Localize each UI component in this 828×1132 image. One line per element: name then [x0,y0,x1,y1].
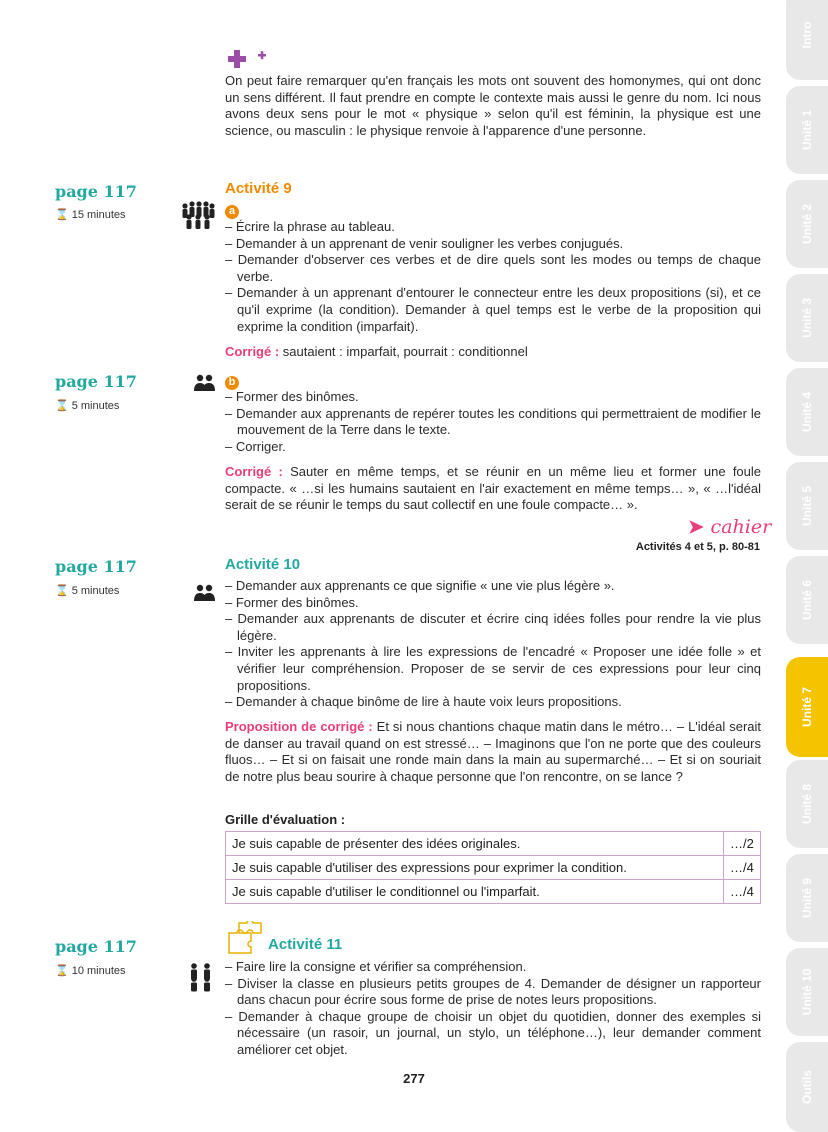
list-item: – Demander d'observer ces verbes et de dire quels sont les modes ou temps de chaque verbe. [225,252,761,284]
corrige: Corrigé : Sauter en même temps, et se réunir en un même lieu et former une foule compacte. « …si les humains sautaient en l'air exactement en même temps… », « …l'idéal serait de se réunir le temps du saut collectif en une foule compacte… ». [225,464,762,513]
intro-paragraph: On peut faire remarquer qu'en français les mots ont souvent des homonymes, qui ont donc un sens différent. Il faut prendre en compte le contexte mais aussi le genre du nom. Ici nous avons deux sens pour le mot « physique » selon qu'il est féminin, la physique est une science, ou masculin : le physique renvoie à l'apparence d'une personne. [225,73,761,138]
tab-unite-3[interactable]: Unité 3 [786,274,828,362]
tab-unite-2[interactable]: Unité 2 [786,180,828,268]
hourglass-icon: ⌛ [55,585,69,597]
corrige: Corrigé : sautaient : imparfait, pourrait : conditionnel [225,344,528,359]
tab-unite-8[interactable]: Unité 8 [786,760,828,848]
grid-criterion: Je suis capable de présenter des idées originales. [226,832,724,856]
tab-unite-9[interactable]: Unité 9 [786,854,828,942]
activity-10-steps [225,578,761,711]
tab-unite-10[interactable]: Unité 10 [786,948,828,1036]
tab-outils[interactable]: Outils [786,1042,828,1132]
list-item: – Faire lire la consigne et vérifier sa compréhension. [225,959,527,974]
page-reference: page 117 [55,557,137,576]
list-item: – Demander à un apprenant de venir souligner les verbes conjugués. [225,235,624,251]
tab-unite-4[interactable]: Unité 4 [786,368,828,456]
cahier-reference: Activités 4 et 5, p. 80-81 [635,541,760,553]
list-item: – Former des binômes. [225,594,359,610]
tab-unite-5[interactable]: Unité 5 [786,462,828,550]
hourglass-icon: ⌛ [55,400,69,412]
proposition-corrige: Proposition de corrigé : Et si nous chantions chaque matin dans le métro… – L'idéal serait de danser au travail quand on est stressé… – Imaginons que l'on ne porte que des couleurs fluos… – Et si on faisait une ronde main dans la main au supermarché… – Et si on souriait de notre plus beau sourire à chaque personne que l'on rencontre, on se lance ? [225,719,762,784]
activity-title: Activité 9 [225,180,292,197]
page-number: 277 [403,1071,425,1086]
tab-unite-7[interactable]: Unité 7 [786,657,828,757]
activity-9b-steps [225,389,761,455]
tab-intro[interactable]: Intro [786,0,828,80]
part-a-badge: a [225,201,239,219]
group-icon [187,962,215,997]
unit-tabs [786,0,828,1123]
page-reference: page 117 [55,182,137,201]
list-item: – Demander à un apprenant d'entourer le connecteur entre les deux propositions (si), et ce qu'il exprime (la condition). Demander à quel temps est le verbe de la proposition qui exprime la condition (imparfait). [225,285,761,334]
pair-icon [193,584,217,607]
list-item: – Demander aux apprenants de discuter et écrire cinq idées folles pour rendre la vie plus légère. [225,611,761,643]
group-icon [180,200,216,235]
duration: ⌛ 5 minutes [55,585,120,597]
tab-unite-1[interactable]: Unité 1 [786,86,828,174]
tab-unite-6[interactable]: Unité 6 [786,556,828,644]
cahier-link[interactable]: ➤ cahier [688,516,772,538]
pair-icon [193,374,217,397]
grid-criterion: Je suis capable d'utiliser des expressions pour exprimer la condition. [226,856,724,880]
activity-9-steps [225,219,761,335]
page-reference: page 117 [55,937,137,956]
list-item: – Demander à chaque groupe de choisir un objet du quotidien, donner des exemples si nécessaire (un rasoir, un journal, un stylo, un téléphone…), leur demander comment améliorer cet objet. [225,1008,761,1057]
grid-score: …/4 [724,880,761,904]
list-item: – Diviser la classe en plusieurs petits groupes de 4. Demander de désigner un rapporteur dans chacun pour écrire sous forme de prise de notes leurs propositions. [225,975,761,1008]
duration: ⌛ 10 minutes [55,965,126,977]
table-row [226,880,761,904]
activity-11-steps [225,959,761,1059]
hourglass-icon: ⌛ [55,209,69,221]
table-row [226,856,761,880]
list-item: – Demander aux apprenants de repérer toutes les conditions qui permettraient de modifier le mouvement de la Terre dans le texte. [225,405,761,438]
grid-criterion: Je suis capable d'utiliser le conditionnel ou l'imparfait. [226,880,724,904]
page-reference: page 117 [55,372,137,391]
duration: ⌛ 15 minutes [55,209,126,221]
list-item: – Écrire la phrase au tableau. [225,219,395,234]
list-item: – Demander à chaque binôme de lire à haute voix leurs propositions. [225,694,622,710]
grid-score: …/2 [724,832,761,856]
part-b-badge: b [225,372,239,390]
grid-score: …/4 [724,856,761,880]
puzzle-icon [225,921,265,960]
list-item: – Inviter les apprenants à lire les expressions de l'encadré « Proposer une idée folle » et vérifier leur compréhension. Proposer de se servir de ces expressions pour leur cinq propositions. [225,644,761,693]
duration: ⌛ 5 minutes [55,400,120,412]
list-item: – Demander aux apprenants ce que signifie « une vie plus légère ». [225,578,615,593]
list-item: – Former des binômes. [225,389,359,404]
activity-title: Activité 11 [268,936,343,953]
table-row [226,832,761,856]
hourglass-icon: ⌛ [55,965,69,977]
arrow-right-icon: ➤ [688,516,711,538]
evaluation-grid [225,831,761,904]
grid-title: Grille d'évaluation : [225,812,346,827]
activity-title: Activité 10 [225,556,301,573]
plus-icon [228,50,268,75]
list-item: – Corriger. [225,438,286,454]
